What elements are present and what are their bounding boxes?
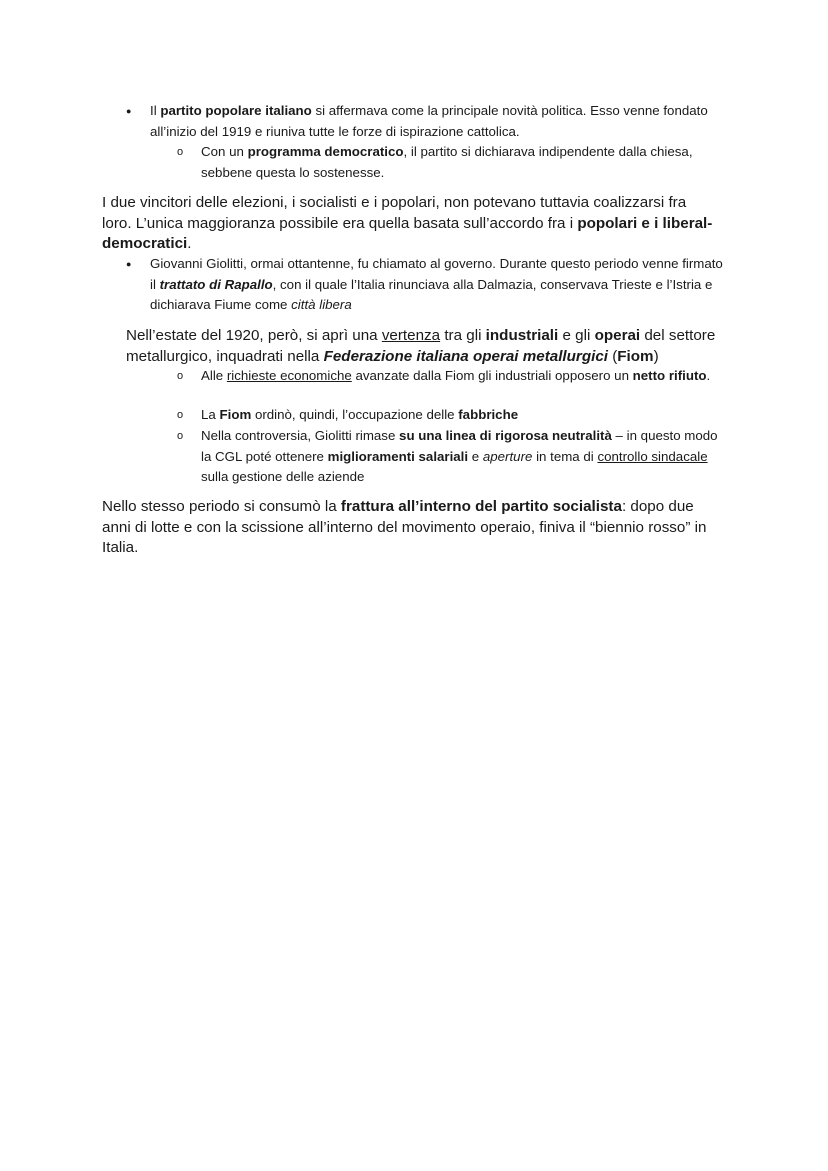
sub-bullet-text	[201, 142, 731, 183]
text-segment: operai	[594, 327, 641, 344]
text-segment: , il partito si dichiarava indipendente dalla chiesa, sebbene questa lo sostenesse.	[201, 144, 693, 180]
text-segment: .	[706, 368, 711, 383]
text-segment: popolari e i liberal-democratici	[102, 214, 713, 252]
text-segment: e gli	[558, 327, 595, 344]
text-segment: programma democratico	[247, 144, 404, 159]
text-segment: I due vincitori delle elezioni, i socialisti e i popolari, non potevano tuttavia coalizzarsi fra loro. L’unica maggioranza possibile era quella basata sull’accordo fra i	[102, 194, 687, 232]
text-segment: Giovanni Giolitti, ormai ottantenne, fu chiamato al governo. Durante questo periodo venne firmato il	[150, 256, 723, 292]
text-segment: città libera	[291, 297, 352, 312]
text-segment: (	[608, 347, 618, 365]
text-segment: trattato di Rapallo	[159, 276, 273, 292]
text-segment: sulla gestione delle aziende	[201, 469, 365, 484]
text-segment: Nell’estate del 1920, però, si aprì una	[126, 327, 382, 344]
text-segment: avanzate dalla Fiom gli industriali opposero un	[351, 368, 633, 383]
text-segment: e	[468, 448, 483, 464]
sub-bullet-text	[201, 366, 721, 387]
sub-bullet-text	[201, 426, 721, 488]
bullet-text	[150, 254, 732, 316]
sub-bullet-marker: o	[177, 430, 184, 442]
text-segment: .	[187, 235, 192, 252]
text-segment: partito popolare italiano	[160, 103, 312, 118]
sub-bullet-marker: o	[177, 409, 184, 421]
text-segment: richieste economiche	[226, 368, 352, 383]
text-segment: vertenza	[381, 327, 441, 344]
paragraph-text	[102, 193, 714, 255]
text-segment: fabbriche	[458, 407, 519, 422]
text-segment: Il	[150, 103, 161, 118]
text-segment: Con un	[201, 144, 248, 159]
paragraph-text	[126, 326, 726, 367]
text-segment: )	[653, 347, 659, 365]
text-segment: tra gli	[440, 327, 486, 344]
text-segment: ordinò, quindi, l’occupazione delle	[251, 407, 459, 422]
text-segment: : dopo due anni di lotte e con la scissione all’interno del movimento operaio, finiva il “biennio rosso” in Italia.	[102, 498, 707, 556]
text-segment: industriali	[485, 327, 559, 344]
text-segment: Federazione italiana operai metallurgici	[323, 347, 608, 365]
text-segment: netto rifiuto	[632, 368, 707, 383]
text-segment: aperture	[482, 448, 533, 464]
text-segment: si affermava come la principale novità politica. Esso venne fondato all’inizio del 1919 e riuniva tutte le forze di ispirazione cattolica.	[150, 103, 708, 139]
text-segment: , con il quale l’Italia rinunciava alla Dalmazia, conservava Trieste e l’Istria e dichiarava Fiume come	[150, 276, 713, 312]
text-segment: del settore metallurgico, inquadrati nella	[126, 327, 716, 365]
text-segment: – in questo modo la CGL poté ottenere	[201, 428, 718, 464]
bullet-marker: ●	[126, 106, 132, 116]
sub-bullet-marker: o	[177, 370, 184, 382]
paragraph-text	[102, 497, 720, 559]
text-segment: frattura all’interno del partito socialista	[340, 498, 622, 515]
text-segment: Nella controversia, Giolitti rimase	[201, 428, 400, 443]
bullet-marker: ●	[126, 259, 132, 269]
text-segment: miglioramenti salariali	[327, 448, 469, 464]
text-segment: controllo sindacale	[597, 448, 708, 464]
text-segment: Fiom	[617, 347, 654, 365]
text-segment: su una linea di rigorosa neutralità	[399, 428, 612, 443]
text-segment: Alle	[201, 368, 227, 383]
sub-bullet-text	[201, 405, 721, 426]
text-segment: in tema di	[532, 448, 598, 464]
bullet-text	[150, 101, 710, 142]
text-segment: Fiom	[219, 407, 252, 422]
text-segment: La	[201, 407, 220, 422]
text-segment: Nello stesso periodo si consumò la	[102, 498, 341, 515]
sub-bullet-marker: o	[177, 146, 184, 158]
